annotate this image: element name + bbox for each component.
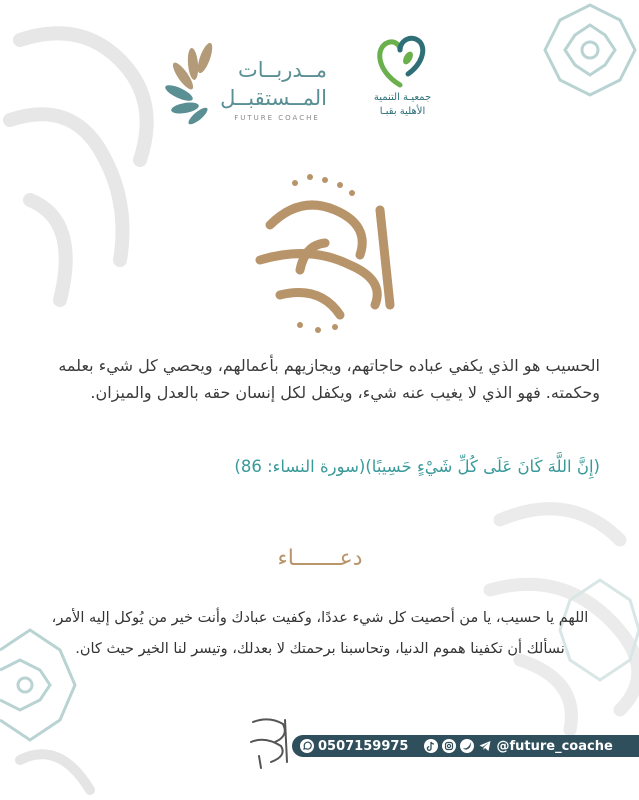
tiktok-icon[interactable] xyxy=(424,739,438,753)
quran-verse: (إِنَّ اللَّهَ كَانَ عَلَى كُلِّ شَيْءٍ حَسِيبًا)(سورة النساء: 86) xyxy=(234,457,600,476)
logo-right-line2: الأهلية بقبـا xyxy=(379,106,426,117)
top-right-ornament xyxy=(540,0,639,140)
twitter-icon[interactable] xyxy=(460,739,474,753)
logo-left-tagline: FUTURE COACHE xyxy=(234,114,320,122)
logo-left-line2: المــستقبــل xyxy=(220,86,327,110)
association-logo xyxy=(355,30,450,130)
contact-bar xyxy=(292,735,639,757)
fan-leaves-icon xyxy=(165,38,227,128)
top-left-calligraphy-watermark xyxy=(0,0,160,330)
logo-right-line1: جمعيـة التنمية xyxy=(373,92,432,103)
heart-leaf-icon xyxy=(370,30,430,90)
name-description: الحسيب هو الذي يكفي عباده حاجاتهم، ويجازيهم بأعمالهم، ويحصي كل شيء بعلمه وحكمته. فهو الذي لا يغيب عنه شيء، ويكفل لكل إنسان حقه بالعدل والميزان. xyxy=(58,356,600,402)
phone-number[interactable]: 0507159975 xyxy=(318,738,409,754)
whatsapp-icon[interactable] xyxy=(300,739,314,753)
logo-left-line1: مــدربــات xyxy=(237,58,327,82)
dua-title: دعـــــــاء xyxy=(277,546,363,571)
dua-text: اللهم يا حسيب، يا من أحصيت كل شيء عددًا، وكفيت عبادك وأنت خير من يُوكل إليه الأمر، نسألك أن تكفينا هموم الدنيا، وتحاسبنا برحمتك لا بعدلك، وتيسر لنا الخير حيث كان. xyxy=(51,610,589,657)
signature-calligraphy-icon xyxy=(245,712,293,770)
social-handle[interactable]: @future_coache xyxy=(496,738,613,754)
instagram-icon[interactable] xyxy=(442,739,456,753)
al-haseeb-calligraphy-image xyxy=(240,165,410,335)
telegram-icon[interactable] xyxy=(478,739,492,753)
future-coache-logo xyxy=(165,38,330,133)
